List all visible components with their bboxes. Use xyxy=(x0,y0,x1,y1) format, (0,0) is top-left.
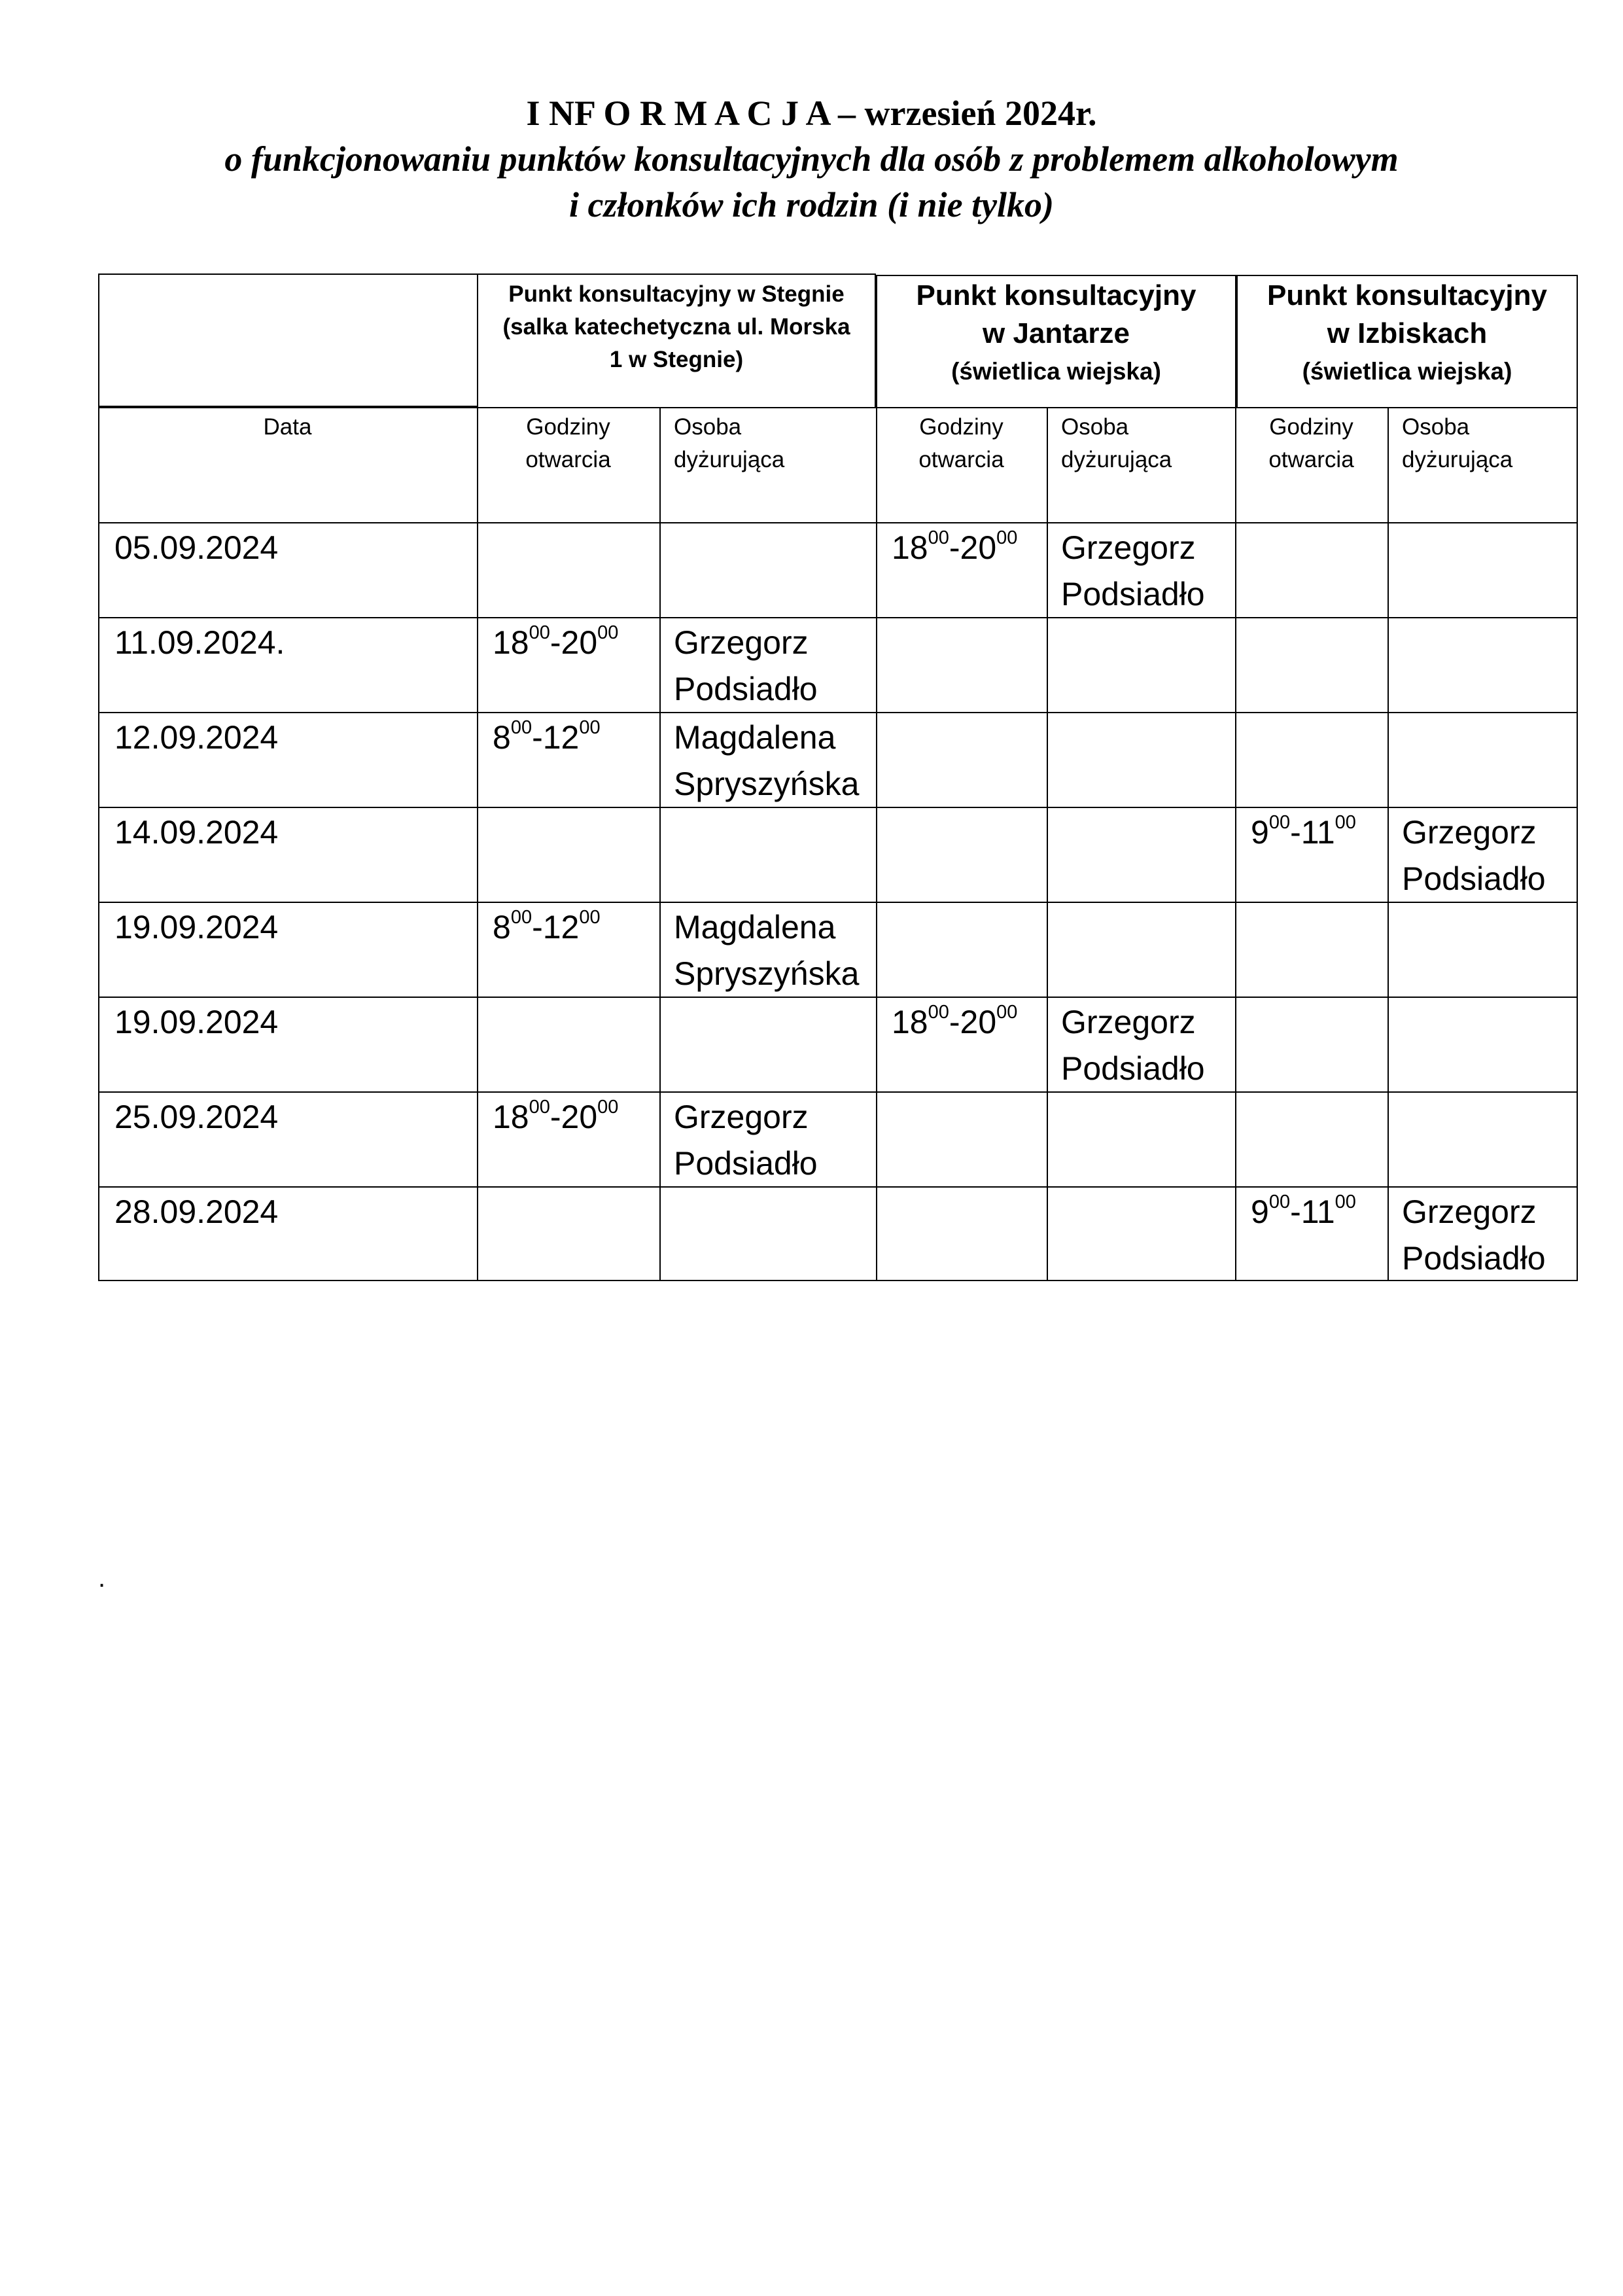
hours-column-header xyxy=(477,411,659,476)
row-person-on-duty xyxy=(674,715,859,807)
person-name-line: Grzegorz xyxy=(1402,1193,1537,1230)
person-name-line: Grzegorz xyxy=(1061,1004,1196,1040)
person-name-line: Podsiadło xyxy=(674,671,818,707)
row-person-on-duty xyxy=(1402,809,1546,902)
row-date: 12.09.2024 xyxy=(114,719,279,756)
site-header-line: (świetlica wiejska) xyxy=(1302,358,1512,385)
site-header-line: Punkt konsultacyjny xyxy=(1267,279,1547,311)
footer-mark: . xyxy=(98,1564,106,1593)
person-name-line: Grzegorz xyxy=(1402,814,1537,851)
row-date: 11.09.2024. xyxy=(114,624,285,661)
row-opening-hours: $9^{00}-11^{00}$ xyxy=(1251,1192,1356,1230)
row-opening-hours: $18^{00}-20^{00}$ xyxy=(892,527,1018,566)
date-column-header: Data xyxy=(263,414,312,440)
person-name-line: Grzegorz xyxy=(1061,529,1196,566)
person-header-line: Osoba xyxy=(674,414,742,440)
hours-header-line: Godziny xyxy=(1269,414,1353,440)
person-header-line: Osoba xyxy=(1061,414,1129,440)
hours-column-header xyxy=(1235,411,1387,476)
column-divider xyxy=(477,407,478,1281)
person-name-line: Grzegorz xyxy=(674,624,809,661)
site-header-line: (świetlica wiejska) xyxy=(951,358,1161,385)
site-header-line: 1 w Stegnie) xyxy=(609,347,744,372)
row-date: 19.09.2024 xyxy=(114,1004,279,1040)
row-opening-hours: $18^{00}-20^{00}$ xyxy=(892,1002,1018,1040)
row-date: 19.09.2024 xyxy=(114,909,279,945)
person-name-line: Podsiadło xyxy=(1402,860,1546,897)
person-name-line: Grzegorz xyxy=(674,1099,809,1135)
hours-header-line: otwarcia xyxy=(1268,447,1354,472)
row-opening-hours: $8^{00}-12^{00}$ xyxy=(493,907,601,945)
row-opening-hours: $8^{00}-12^{00}$ xyxy=(493,717,601,756)
column-divider xyxy=(1235,407,1236,1281)
row-opening-hours: $9^{00}-11^{00}$ xyxy=(1251,812,1356,851)
row-date: 28.09.2024 xyxy=(114,1193,279,1230)
person-name-line: Spryszyńska xyxy=(674,766,860,802)
row-date: 14.09.2024 xyxy=(114,814,279,851)
row-divider xyxy=(98,1186,1578,1188)
hours-header-line: otwarcia xyxy=(525,447,611,472)
site-header-line: Punkt konsultacyjny xyxy=(916,279,1196,311)
document-title: I NF O R M A C J A – wrzesień 2024r. xyxy=(526,94,1097,133)
person-name-line: Magdalena xyxy=(674,719,836,756)
person-name-line: Magdalena xyxy=(674,909,836,945)
row-divider xyxy=(98,902,1578,903)
person-header-line: Osoba xyxy=(1402,414,1470,440)
document-subtitle-line-1: o funkcjonowaniu punktów konsultacyjnych dla osób z problemem alkoholowym xyxy=(224,139,1399,179)
header-empty-cell xyxy=(98,274,478,407)
row-divider xyxy=(98,522,1578,523)
person-header-line: dyżurująca xyxy=(1061,447,1172,472)
site-header-line: w Jantarze xyxy=(983,317,1130,349)
hours-column-header xyxy=(876,411,1047,476)
row-date: 05.09.2024 xyxy=(114,529,279,566)
site-header-line: (salka katechetyczna ul. Morska xyxy=(502,314,850,340)
column-divider xyxy=(1387,407,1389,1281)
row-divider xyxy=(98,617,1578,618)
person-name-line: Podsiadło xyxy=(1402,1240,1546,1277)
row-opening-hours: $18^{00}-20^{00}$ xyxy=(493,1097,619,1135)
hours-header-line: Godziny xyxy=(919,414,1003,440)
document-subtitle-line-2: i członków ich rodzin (i nie tylko) xyxy=(568,185,1055,224)
person-column-header xyxy=(674,411,784,476)
row-person-on-duty xyxy=(1061,999,1205,1092)
person-column-header xyxy=(1402,411,1512,476)
person-header-line: dyżurująca xyxy=(1402,447,1513,472)
row-person-on-duty xyxy=(1402,1189,1546,1282)
row-person-on-duty xyxy=(674,904,859,997)
site-header-text-2 xyxy=(1236,277,1578,391)
person-name-line: Podsiadło xyxy=(674,1145,818,1182)
hours-header-line: Godziny xyxy=(526,414,610,440)
person-name-line: Podsiadło xyxy=(1061,1050,1205,1087)
person-name-line: Spryszyńska xyxy=(674,955,860,992)
row-divider xyxy=(98,712,1578,713)
row-person-on-duty xyxy=(674,620,818,713)
row-opening-hours: $18^{00}-20^{00}$ xyxy=(493,622,619,661)
person-column-header xyxy=(1061,411,1172,476)
site-header-text-0 xyxy=(477,278,876,376)
row-person-on-duty xyxy=(674,1094,818,1187)
site-header-text-1 xyxy=(876,277,1236,391)
column-divider xyxy=(876,407,877,1281)
row-divider xyxy=(98,1091,1578,1093)
column-divider xyxy=(659,407,661,1281)
hours-header-line: otwarcia xyxy=(918,447,1004,472)
site-header-line: Punkt konsultacyjny w Stegnie xyxy=(508,281,845,307)
column-divider xyxy=(1047,407,1048,1281)
person-name-line: Podsiadło xyxy=(1061,576,1205,612)
row-person-on-duty xyxy=(1061,525,1205,618)
site-header-line: w Izbiskach xyxy=(1327,317,1488,349)
person-header-line: dyżurująca xyxy=(674,447,785,472)
row-date: 25.09.2024 xyxy=(114,1099,279,1135)
